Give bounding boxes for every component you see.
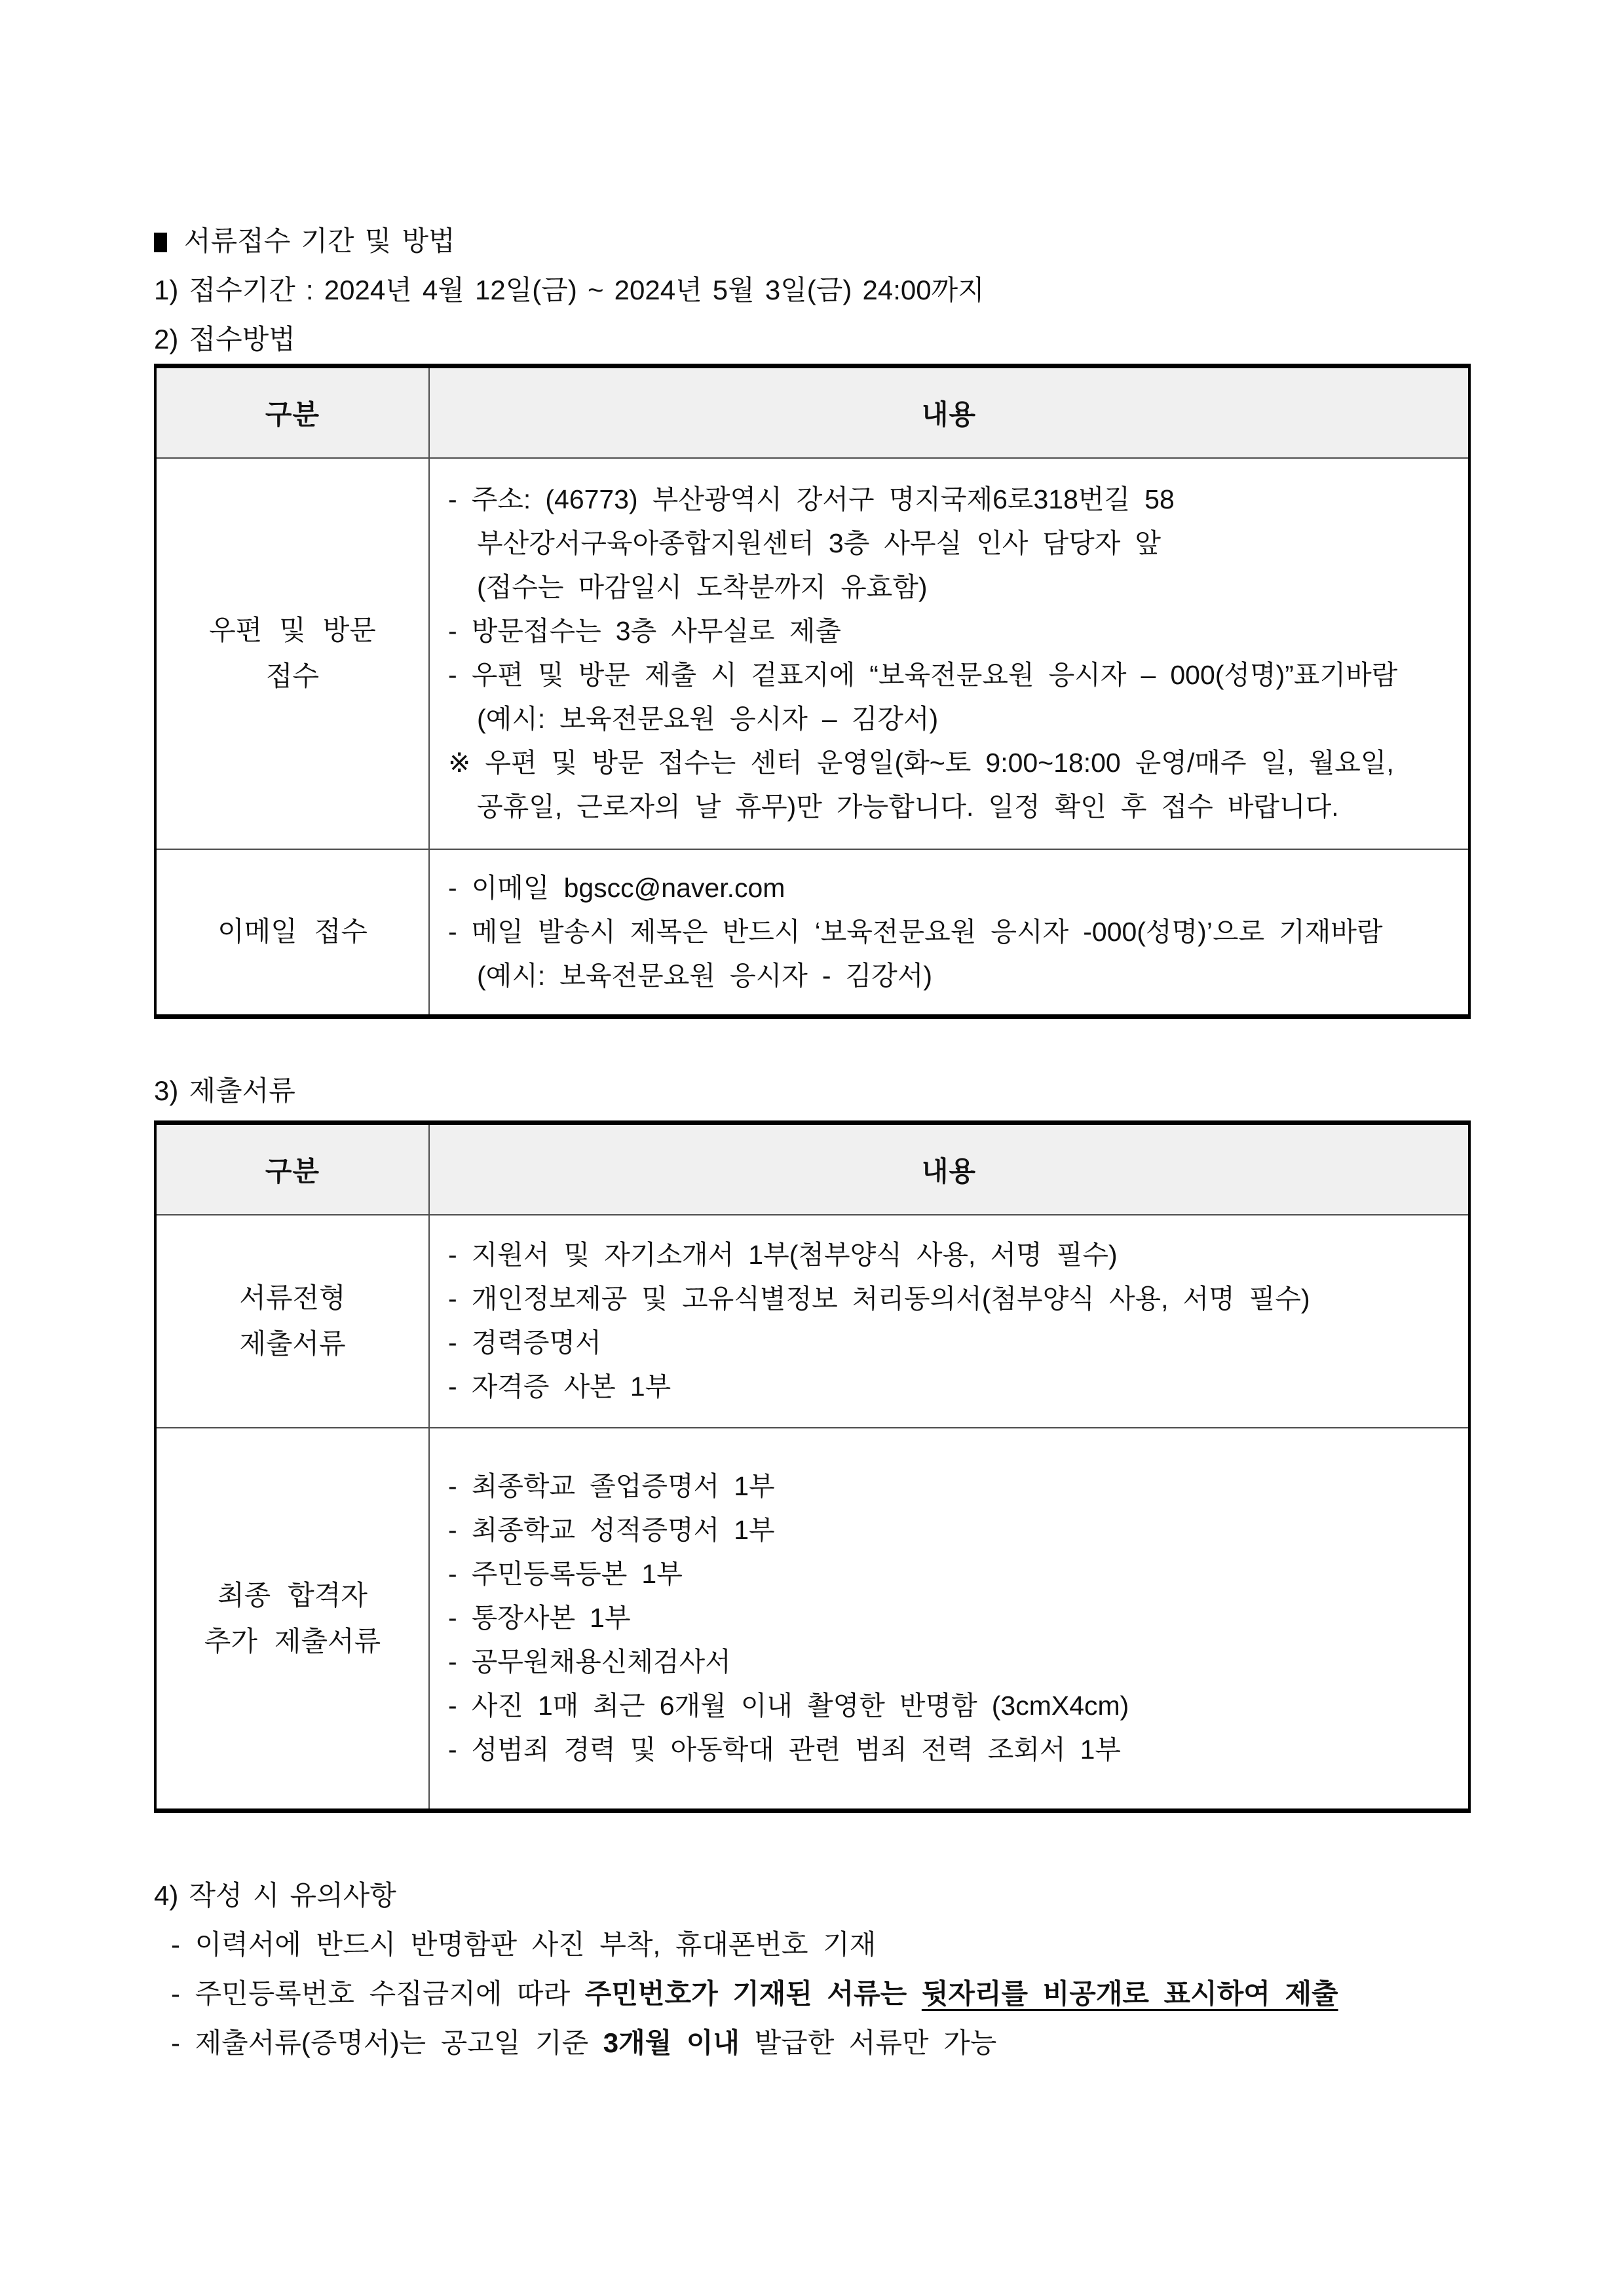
content-line: ※ 우편 및 방문 접수는 센터 운영일(화~토 9:00~18:00 운영/매주 일, 월요일, bbox=[448, 748, 1394, 778]
column-header-category: 구분 bbox=[155, 1123, 429, 1215]
content-line: - 공무원채용신체검사서 bbox=[448, 1647, 731, 1677]
content-line: - 개인정보제공 및 고유식별정보 처리동의서(첨부양식 사용, 서명 필수) bbox=[448, 1284, 1310, 1314]
intro-line-reception-period: 1) 접수기간 : 2024년 4월 12일(금) ~ 2024년 5월 3일(금) 24:00까지 bbox=[154, 275, 985, 305]
note-segment: - 주민등록번호 수집금지에 따라 bbox=[171, 1978, 585, 2009]
note-segment: 3개월 이내 bbox=[603, 2027, 740, 2058]
column-header-content: 내용 bbox=[429, 1123, 1469, 1215]
content-line: - 경력증명서 bbox=[448, 1328, 601, 1358]
content-line: - 최종학교 졸업증명서 1부 bbox=[448, 1471, 775, 1502]
content-line: - 메일 발송시 제목은 반드시 ‘보육전문요원 응시자 -000(성명)’으로 기재바람 bbox=[448, 916, 1383, 947]
content-line: - 우편 및 방문 제출 시 겉표지에 “보육전문요원 응시자 – 000(성명)”표기바람 bbox=[448, 660, 1398, 690]
category-line: 추가 제출서류 bbox=[204, 1625, 381, 1656]
document-content bbox=[154, 216, 1471, 2067]
content-line: (예시: 보육전문요원 응시자 - 김강서) bbox=[477, 960, 933, 991]
content-line: (예시: 보육전문요원 응시자 – 김강서) bbox=[477, 704, 939, 734]
section1-heading bbox=[154, 216, 1471, 265]
section3-label: 3) 제출서류 bbox=[154, 1075, 295, 1106]
table-required-documents-body bbox=[155, 1215, 1469, 1811]
category-line: 제출서류 bbox=[239, 1328, 346, 1359]
note-segment: 뒷자리를 비공개로 표시하여 제출 bbox=[921, 1978, 1338, 2009]
column-header-category: 구분 bbox=[155, 366, 429, 458]
content-line: - 자격증 사본 1부 bbox=[448, 1371, 671, 1402]
content-line: (접수는 마감일시 도착분까지 유효함) bbox=[477, 572, 928, 602]
content-line: - 최종학교 성적증명서 1부 bbox=[448, 1515, 775, 1546]
table-row bbox=[155, 1428, 1469, 1811]
table-submission-methods-body bbox=[155, 458, 1469, 1017]
category-cell bbox=[155, 1215, 429, 1428]
content-cell bbox=[429, 1215, 1469, 1428]
square-bullet-icon bbox=[154, 233, 167, 252]
content-line: - 주소: (46773) 부산광역시 강서구 명지국제6로318번길 58 bbox=[448, 484, 1175, 514]
note-line bbox=[154, 1969, 1471, 2018]
content-line: - 통장사본 1부 bbox=[448, 1603, 631, 1634]
category-cell bbox=[155, 458, 429, 849]
table-header-row bbox=[155, 366, 1469, 458]
content-line: 공휴일, 근로자의 날 휴무)만 가능합니다. 일정 확인 후 접수 바랍니다. bbox=[477, 792, 1339, 822]
table-header-row bbox=[155, 1123, 1469, 1215]
category-line: 최종 합격자 bbox=[217, 1579, 368, 1611]
notes-list bbox=[154, 1920, 1471, 2067]
section1-heading-text: 서류접수 기간 및 방법 bbox=[184, 225, 455, 256]
content-line: 부산강서구육아종합지원센터 3층 사무실 인사 담당자 앞 bbox=[477, 528, 1161, 558]
content-cell bbox=[429, 458, 1469, 849]
content-line: - 지원서 및 자기소개서 1부(첨부양식 사용, 서명 필수) bbox=[448, 1240, 1118, 1270]
content-line: - 사진 1매 최근 6개월 이내 촬영한 반명함 (3cmX4cm) bbox=[448, 1691, 1129, 1721]
table-row bbox=[155, 458, 1469, 849]
content-line: - 주민등록등본 1부 bbox=[448, 1559, 683, 1590]
content-cell bbox=[429, 1428, 1469, 1811]
category-line: 이메일 접수 bbox=[217, 916, 368, 947]
table-required-documents bbox=[154, 1120, 1471, 1813]
category-line: 접수 bbox=[265, 660, 320, 691]
note-line bbox=[154, 2018, 1471, 2067]
note-segment: - 이력서에 반드시 반명함판 사진 부착, 휴대폰번호 기재 bbox=[171, 1929, 877, 1960]
table-row bbox=[155, 849, 1469, 1017]
note-segment: 발급한 서류만 가능 bbox=[740, 2027, 997, 2058]
table-submission-methods bbox=[154, 364, 1471, 1019]
category-line: 우편 및 방문 bbox=[209, 615, 376, 645]
content-cell bbox=[429, 849, 1469, 1017]
content-line: - 이메일 bgscc@naver.com bbox=[448, 872, 785, 903]
section4-label: 4) 작성 시 유의사항 bbox=[154, 1880, 396, 1911]
table-row bbox=[155, 1215, 1469, 1428]
category-cell bbox=[155, 1428, 429, 1811]
category-cell bbox=[155, 849, 429, 1017]
note-line bbox=[154, 1920, 1471, 1969]
column-header-content: 내용 bbox=[429, 366, 1469, 458]
content-line: - 방문접수는 3층 사무실로 제출 bbox=[448, 616, 841, 646]
content-line: - 성범죄 경력 및 아동학대 관련 범죄 전력 조회서 1부 bbox=[448, 1734, 1122, 1765]
note-segment: - 제출서류(증명서)는 공고일 기준 bbox=[171, 2027, 603, 2058]
category-line: 서류전형 bbox=[239, 1282, 346, 1313]
note-segment: 주민번호가 기재된 서류는 bbox=[584, 1978, 922, 2009]
intro-line-reception-method: 2) 접수방법 bbox=[154, 324, 295, 354]
